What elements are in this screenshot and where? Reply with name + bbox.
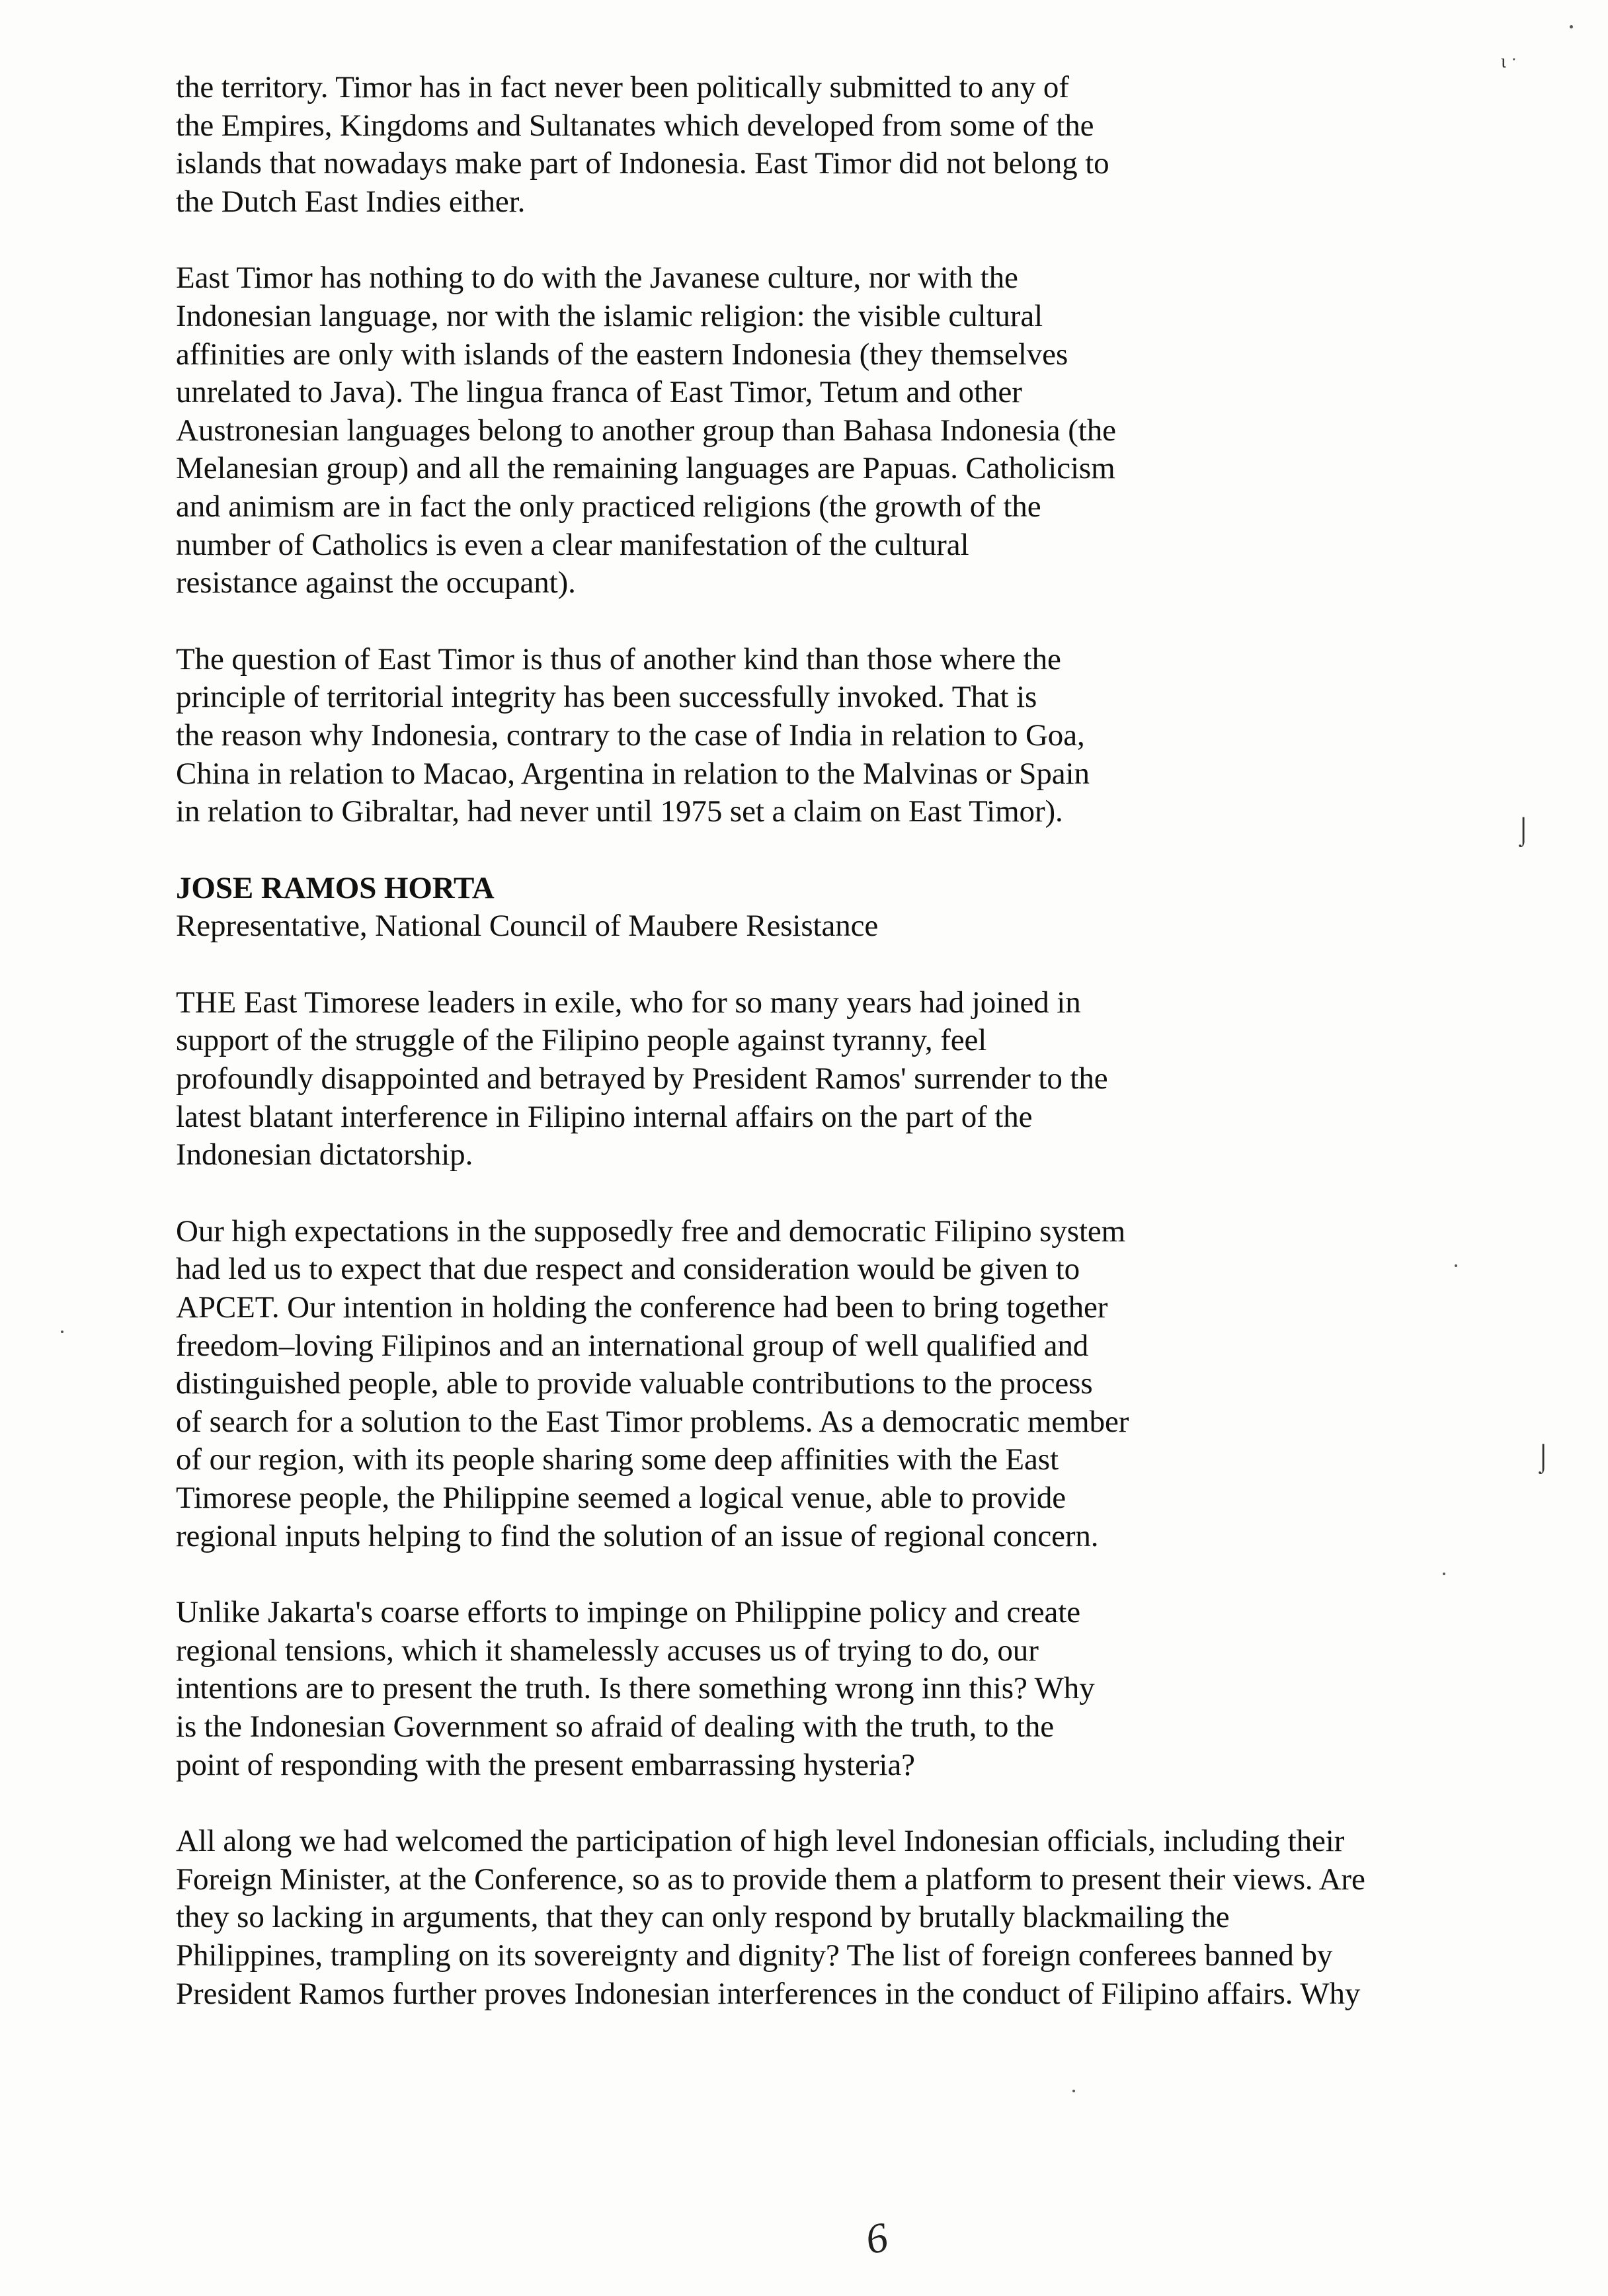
margin-mark: ɩ ˑ bbox=[1501, 50, 1517, 72]
text-line: freedom–loving Filipinos and an international group of well qualified and bbox=[176, 1328, 1089, 1363]
paragraph-expectations bbox=[176, 1213, 1485, 1555]
text-line: East Timor has nothing to do with the Javanese culture, nor with the bbox=[176, 261, 1018, 296]
text-line: Timorese people, the Philippine seemed a logical venue, able to provide bbox=[176, 1481, 1066, 1515]
text-line: the Dutch East Indies either. bbox=[176, 184, 526, 219]
text-line: Our high expectations in the supposedly free and democratic Filipino system bbox=[176, 1213, 1126, 1249]
text-line: islands that nowadays make part of Indonesia. East Timor did not belong to bbox=[176, 146, 1109, 181]
text-line: profoundly disappointed and betrayed by President Ramos' surrender to the bbox=[176, 1061, 1108, 1096]
text-line: number of Catholics is even a clear manifestation of the cultural bbox=[176, 527, 969, 562]
text-line: the territory. Timor has in fact never been politically submitted to any of bbox=[176, 70, 1069, 104]
text-line: China in relation to Macao, Argentina in relation to the Malvinas or Spain bbox=[176, 756, 1090, 791]
text-line: point of responding with the present embarrassing hysteria? bbox=[176, 1747, 915, 1782]
speaker-heading bbox=[176, 870, 1485, 946]
text-line: THE East Timorese leaders in exile, who for so many years had joined in bbox=[176, 985, 1081, 1020]
text-line: regional inputs helping to find the solution of an issue of regional concern. bbox=[176, 1518, 1099, 1553]
text-line: APCET. Our intention in holding the conference had been to bring together bbox=[176, 1290, 1108, 1325]
text-line: Indonesian dictatorship. bbox=[176, 1137, 473, 1172]
text-line: Indonesian language, nor with the islamic religion: the visible cultural bbox=[176, 298, 1043, 333]
text-line: had led us to expect that due respect and consideration would be given to bbox=[176, 1252, 1080, 1287]
text-line: regional tensions, which it shamelessly accuses us of trying to do, our bbox=[176, 1633, 1039, 1668]
speaker-role: Representative, National Council of Maubere Resistance bbox=[176, 909, 879, 944]
text-line: The question of East Timor is thus of another kind than those where the bbox=[176, 641, 1061, 676]
text-line: they so lacking in arguments, that they can only respond by brutally blackmailing the bbox=[176, 1900, 1230, 1935]
paragraph-jakarta bbox=[176, 1594, 1485, 1784]
paragraph-territorial-integrity bbox=[176, 641, 1485, 831]
scan-speck bbox=[1455, 1264, 1457, 1267]
page-number: 6 bbox=[861, 2213, 892, 2264]
text-line: Unlike Jakarta's coarse efforts to impinge on Philippine policy and create bbox=[176, 1595, 1081, 1630]
text-line: the reason why Indonesia, contrary to the case of India in relation to Goa, bbox=[176, 718, 1085, 753]
document-body bbox=[176, 69, 1485, 2013]
text-line: in relation to Gibraltar, had never until 1975 set a claim on East Timor). bbox=[176, 794, 1063, 829]
margin-tick-icon: ⌡ bbox=[1535, 1442, 1552, 1472]
text-line: Austronesian languages belong to another group than Bahasa Indonesia (the bbox=[176, 413, 1116, 448]
text-line: the Empires, Kingdoms and Sultanates which developed from some of the bbox=[176, 108, 1094, 143]
paragraph-participation bbox=[176, 1823, 1485, 2013]
text-line: President Ramos further proves Indonesian interferences in the conduct of Filipino affairs. Why bbox=[176, 1976, 1361, 2011]
margin-tick-icon: ⌡ bbox=[1515, 815, 1532, 845]
text-line: Melanesian group) and all the remaining languages are Papuas. Catholicism bbox=[176, 451, 1115, 486]
text-line: of search for a solution to the East Timor problems. As a democratic member bbox=[176, 1404, 1129, 1439]
text-line: resistance against the occupant). bbox=[176, 565, 576, 600]
paragraph-territory bbox=[176, 69, 1485, 221]
text-line: latest blatant interference in Filipino internal affairs on the part of the bbox=[176, 1099, 1033, 1134]
text-line: intentions are to present the truth. Is there something wrong inn this? Why bbox=[176, 1671, 1095, 1706]
text-line: and animism are in fact the only practiced religions (the growth of the bbox=[176, 489, 1041, 524]
text-line: All along we had welcomed the participation of high level Indonesian officials, including their bbox=[176, 1824, 1345, 1859]
scan-speck bbox=[1443, 1573, 1445, 1575]
text-line: unrelated to Java). The lingua franca of East Timor, Tetum and other bbox=[176, 375, 1022, 410]
scan-speck bbox=[1570, 25, 1573, 28]
text-line: Philippines, trampling on its sovereignty and dignity? The list of foreign conferees banned by bbox=[176, 1938, 1333, 1973]
text-line: principle of territorial integrity has been successfully invoked. That is bbox=[176, 680, 1037, 715]
text-line: Foreign Minister, at the Conference, so as to provide them a platform to present their views. Are bbox=[176, 1862, 1365, 1897]
scan-speck bbox=[61, 1331, 63, 1333]
text-line: is the Indonesian Government so afraid of dealing with the truth, to the bbox=[176, 1709, 1055, 1744]
text-line: support of the struggle of the Filipino people against tyranny, feel bbox=[176, 1023, 987, 1058]
text-line: affinities are only with islands of the eastern Indonesia (they themselves bbox=[176, 337, 1068, 372]
scan-speck bbox=[1072, 2090, 1075, 2092]
speaker-name: JOSE RAMOS HORTA bbox=[176, 870, 495, 905]
text-line: distinguished people, able to provide valuable contributions to the process bbox=[176, 1366, 1093, 1401]
text-line: of our region, with its people sharing some deep affinities with the East bbox=[176, 1442, 1059, 1477]
paragraph-leaders-in-exile bbox=[176, 984, 1485, 1174]
paragraph-culture bbox=[176, 259, 1485, 602]
